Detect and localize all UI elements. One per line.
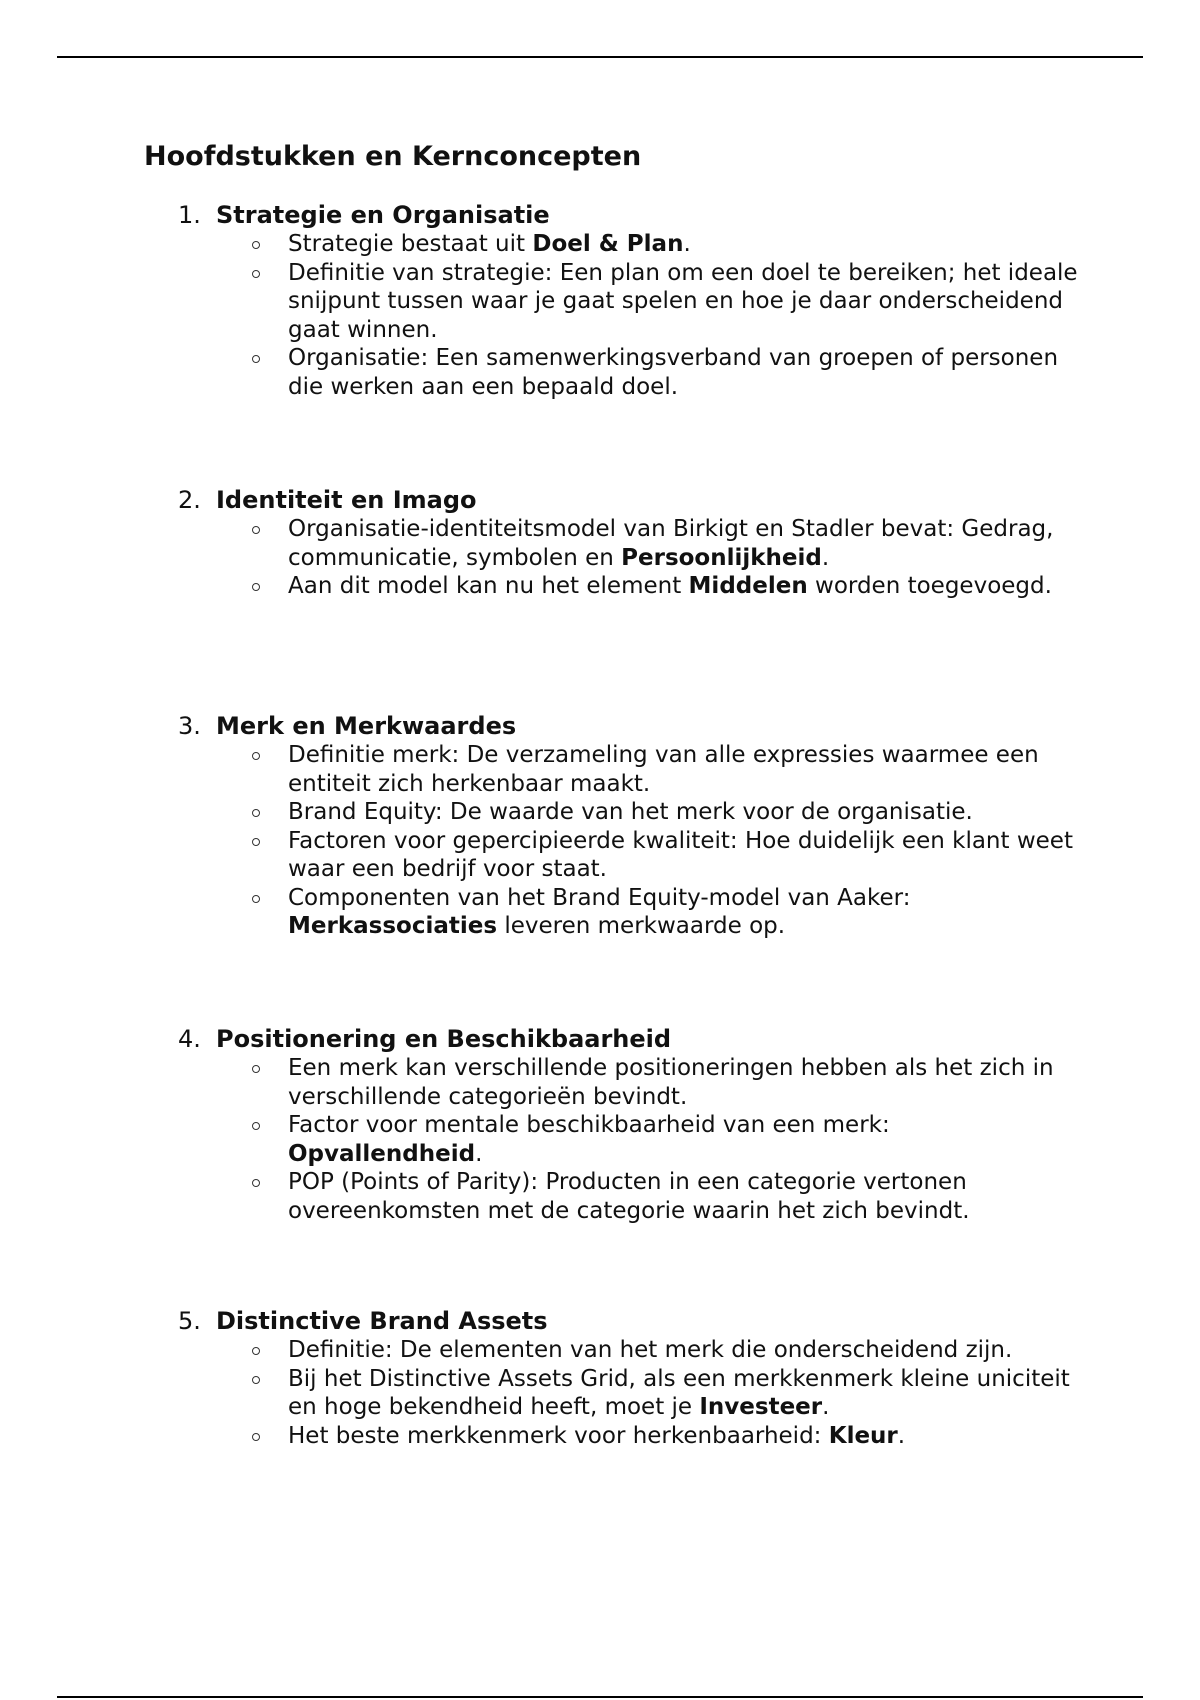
- circle-bullet-icon: [252, 752, 260, 760]
- circle-bullet-icon: [252, 526, 260, 534]
- bullet-item: [288, 344, 1078, 401]
- bullet-text: Definitie merk: De verzameling van alle expressies waarmee een entiteit zich herkenbaar maakt.: [288, 742, 1039, 797]
- bullet-text: POP (Points of Parity): Producten in een categorie vertonen overeenkomsten met de categorie waarin het zich bevindt.: [288, 1169, 970, 1224]
- section-heading: [178, 712, 1078, 741]
- section-distinctive-brand-assets: [178, 1307, 1078, 1450]
- bullet-item: [288, 572, 1078, 601]
- section-heading: [178, 1025, 1078, 1054]
- circle-bullet-icon: [252, 1065, 260, 1073]
- bullet-item: [288, 884, 1078, 941]
- bullet-item: [288, 515, 1078, 572]
- circle-bullet-icon: [252, 1122, 260, 1130]
- section-title: Merk en Merkwaardes: [216, 712, 517, 740]
- bold-term: Doel & Plan: [532, 231, 684, 257]
- circle-bullet-icon: [252, 838, 260, 846]
- section-title: Distinctive Brand Assets: [216, 1307, 548, 1335]
- bullet-item: [288, 1336, 1078, 1365]
- bottom-rule: [57, 1696, 1143, 1698]
- bullet-item: [288, 827, 1078, 884]
- bullet-list: [178, 1054, 1078, 1225]
- bullet-item: [288, 259, 1078, 345]
- circle-bullet-icon: [252, 355, 260, 363]
- section-merk: [178, 712, 1078, 941]
- section-strategie: [178, 201, 1078, 401]
- bullet-text: Strategie bestaat uit Doel & Plan.: [288, 231, 691, 257]
- bullet-list: [178, 515, 1078, 601]
- circle-bullet-icon: [252, 1376, 260, 1384]
- bullet-item: [288, 798, 1078, 827]
- bullet-item: [288, 1111, 1078, 1168]
- section-number: 5.: [178, 1307, 201, 1335]
- bullet-text: Factoren voor gepercipieerde kwaliteit: Hoe duidelijk een klant weet waar een bedrijf voor staat.: [288, 827, 1073, 882]
- bullet-text: Een merk kan verschillende positioneringen hebben als het zich in verschillende categorieën bevindt.: [288, 1055, 1054, 1110]
- circle-bullet-icon: [252, 809, 260, 817]
- bold-term: Middelen: [688, 573, 808, 599]
- bullet-list: [178, 741, 1078, 941]
- bullet-item: [288, 1168, 1078, 1225]
- bullet-text: Definitie: De elementen van het merk die onderscheidend zijn.: [288, 1337, 1013, 1363]
- section-title: Strategie en Organisatie: [216, 201, 550, 229]
- bullet-text: Componenten van het Brand Equity-model van Aaker: Merkassociaties leveren merkwaarde op.: [288, 884, 911, 939]
- bold-term: Merkassociaties: [288, 913, 498, 939]
- section-heading: [178, 1307, 1078, 1336]
- section-number: 3.: [178, 712, 201, 740]
- bullet-list: [178, 1336, 1078, 1450]
- section-title: Positionering en Beschikbaarheid: [216, 1025, 672, 1053]
- section-heading: [178, 486, 1078, 515]
- bullet-item: [288, 741, 1078, 798]
- bold-term: Persoonlijkheid: [621, 544, 822, 571]
- bullet-text: Organisatie: Een samenwerkingsverband van groepen of personen die werken aan een bepaald doel.: [288, 345, 1059, 400]
- bullet-text: Factor voor mentale beschikbaarheid van een merk: Opvallendheid.: [288, 1112, 890, 1167]
- section-title: Identiteit en Imago: [216, 486, 477, 514]
- bold-term: Kleur: [828, 1422, 898, 1449]
- page-title: Hoofdstukken en Kernconcepten: [144, 141, 642, 172]
- circle-bullet-icon: [252, 270, 260, 278]
- section-positionering: [178, 1025, 1078, 1225]
- circle-bullet-icon: [252, 1179, 260, 1187]
- bullet-text: Definitie van strategie: Een plan om een doel te bereiken; het ideale snijpunt tussen waar je gaat spelen en hoe je daar onderscheidend gaat winnen.: [288, 259, 1078, 343]
- top-rule: [57, 56, 1143, 58]
- bullet-text: Organisatie-identiteitsmodel van Birkigt en Stadler bevat: Gedrag, communicatie, symbolen en Persoonlijkheid.: [288, 516, 1054, 571]
- bullet-list: [178, 230, 1078, 401]
- bullet-item: [288, 1422, 1078, 1451]
- circle-bullet-icon: [252, 583, 260, 591]
- circle-bullet-icon: [252, 1347, 260, 1355]
- bullet-text: Brand Equity: De waarde van het merk voor de organisatie.: [288, 799, 973, 825]
- circle-bullet-icon: [252, 1433, 260, 1441]
- section-heading: [178, 201, 1078, 230]
- bullet-item: [288, 1365, 1078, 1422]
- bold-term: Investeer: [699, 1394, 823, 1420]
- circle-bullet-icon: [252, 241, 260, 249]
- section-number: 2.: [178, 486, 201, 514]
- section-number: 1.: [178, 201, 201, 229]
- bullet-text: Aan dit model kan nu het element Middelen worden toegevoegd.: [288, 573, 1052, 599]
- section-identiteit: [178, 486, 1078, 601]
- bullet-text: Bij het Distinctive Assets Grid, als een merkkenmerk kleine uniciteit en hoge bekendheid heeft, moet je Investeer.: [288, 1365, 1070, 1420]
- bullet-text: Het beste merkkenmerk voor herkenbaarheid: Kleur.: [288, 1422, 906, 1449]
- circle-bullet-icon: [252, 895, 260, 903]
- bullet-item: [288, 230, 1078, 259]
- bold-term: Opvallendheid: [288, 1140, 476, 1167]
- section-number: 4.: [178, 1025, 201, 1053]
- bullet-item: [288, 1054, 1078, 1111]
